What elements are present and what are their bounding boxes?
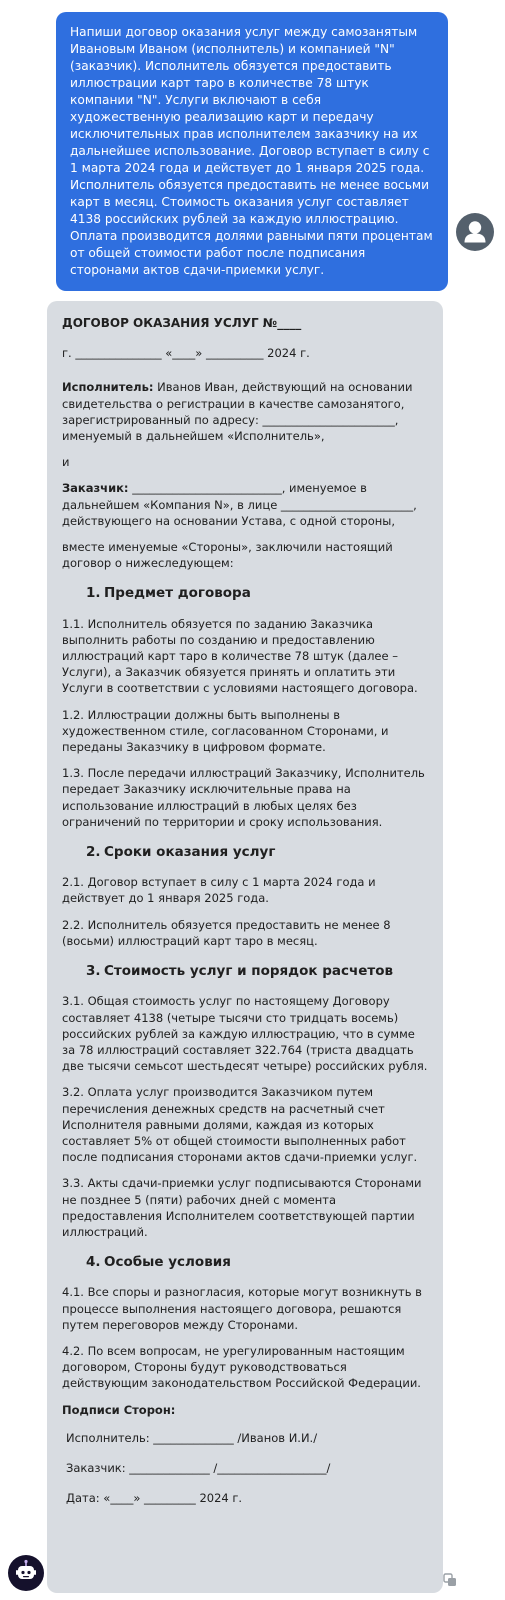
section-number: 4.	[86, 1254, 101, 1271]
signature-line: Дата: «____» _________ 2024 г.	[66, 1491, 243, 1506]
customer-paragraph	[62, 480, 428, 529]
contract-title: ДОГОВОР ОКАЗАНИЯ УСЛУГ №____	[62, 316, 302, 330]
executor-text: Иванов Иван, действующий на основании свидетельства о регистрации в качестве самозанятого, зарегистрированный по адресу: _______________________, именуемый в дальнейшем «Исполнитель»,	[62, 380, 413, 444]
customer-text: __________________________, именуемое в дальнейшем «Компания N», в лице _______________________, действующего на основании Устава, с одной стороны,	[62, 481, 417, 528]
clause: 2.1. Договор вступает в силу с 1 марта 2024 года и действует до 1 января 2025 года.	[62, 875, 376, 906]
signature-line: Заказчик: ______________ /___________________/	[66, 1460, 331, 1475]
assistant-avatar	[8, 1555, 44, 1591]
executor-label: Исполнитель:	[62, 380, 154, 395]
copy-icon[interactable]	[443, 1572, 457, 1586]
section-number: 1.	[86, 585, 101, 602]
customer-label: Заказчик:	[62, 481, 129, 496]
clause: 1.3. После передачи иллюстраций Заказчику, Исполнитель передает Заказчику исключительные права на использование иллюстраций в любых целях без ограничений по территории и сроку использования.	[62, 766, 425, 829]
section-title: Сроки оказания услуг	[104, 844, 276, 861]
clause: 3.2. Оплата услуг производится Заказчиком путем перечисления денежных средств на расчетный счет Исполнителя равными долями, каждая из которых составляет 5% от общей стоимости выполненных работ после подписания сторонами актов сдачи-приемки услуг.	[62, 1085, 418, 1165]
clause: 4.2. По всем вопросам, не урегулированным настоящим договором, Стороны будут руководствоваться действующим законодательством Российской Федерации.	[62, 1343, 421, 1391]
signature-line: Исполнитель: ______________ /Иванов И.И./	[66, 1430, 318, 1445]
user-avatar[interactable]	[456, 213, 494, 251]
user-message-bubble	[56, 12, 448, 291]
section-heading	[86, 844, 428, 860]
clause: 2.2. Исполнитель обязуется предоставить не менее 8 (восьми) иллюстраций карт таро в месяц.	[62, 917, 391, 948]
user-icon	[456, 213, 494, 251]
clause: 1.1. Исполнитель обязуется по заданию Заказчика выполнить работы по созданию и предоставлению иллюстраций карт таро в количестве 78 штук (далее – Услуги), а Заказчик обязуется принять и оплатить эти Услуги в соответствии с условиями настоящего договора.	[62, 616, 418, 696]
robot-icon	[8, 1555, 44, 1591]
section-heading	[86, 585, 428, 601]
signatures-title: Подписи Сторон:	[62, 1402, 176, 1417]
clause: 4.1. Все споры и разногласия, которые могут возникнуть в процессе выполнения настоящего договора, решаются путем переговоров между Сторонами.	[62, 1285, 422, 1332]
clause: 3.1. Общая стоимость услуг по настоящему Договору составляет 4138 (четыре тысячи сто тридцать восемь) российских рублей за каждую иллюстрацию, что в сумме за 78 иллюстраций составляет 322.764 (триста двадцать две тысячи семьсот шестьдесят четыре) российских рубля.	[62, 994, 428, 1074]
section-title: Особые условия	[104, 1254, 231, 1271]
clause: 3.3. Акты сдачи-приемки услуг подписываются Сторонами не позднее 5 (пяти) рабочих дней с момента предоставления Исполнителем соответствующей партии иллюстраций.	[62, 1176, 422, 1239]
executor-paragraph	[62, 379, 428, 444]
section-title: Предмет договора	[104, 585, 251, 602]
section-number: 2.	[86, 844, 101, 861]
together-paragraph: вместе именуемые «Стороны», заключили настоящий договор о нижеследующем:	[62, 540, 393, 571]
section-title: Стоимость услуг и порядок расчетов	[104, 963, 394, 980]
contract-place-date: г. _______________ «____» __________ 2024 г.	[62, 346, 310, 361]
section-heading	[86, 963, 428, 979]
section-number: 3.	[86, 963, 101, 980]
user-message-text: Напиши договор оказания услуг между самозанятым Ивановым Иваном (исполнитель) и компанией "N" (заказчик). Исполнитель обязуется предоставить иллюстрации карт таро в количестве 78 штук компании "N". Услуги включают в себя художественную реализацию карт и передачу исключительных прав исполнителем заказчику на их дальнейшее использование. Договор вступает в силу с 1 марта 2024 года и действует до 1 января 2025 года. Исполнитель обязуется предоставить не менее восьми карт в месяц. Стоимость оказания услуг составляет 4138 российских рублей за каждую иллюстрацию. Оплата производится долями равными пяти процентам от общей стоимости работ после подписания сторонами актов сдачи-приемки услуг.	[70, 25, 433, 277]
clause: 1.2. Иллюстрации должны быть выполнены в художественном стиле, согласованном Сторонами, и переданы Заказчику в цифровом формате.	[62, 707, 389, 755]
section-heading	[86, 1254, 428, 1270]
assistant-message-bubble	[47, 301, 443, 1593]
and-line: и	[62, 455, 70, 470]
